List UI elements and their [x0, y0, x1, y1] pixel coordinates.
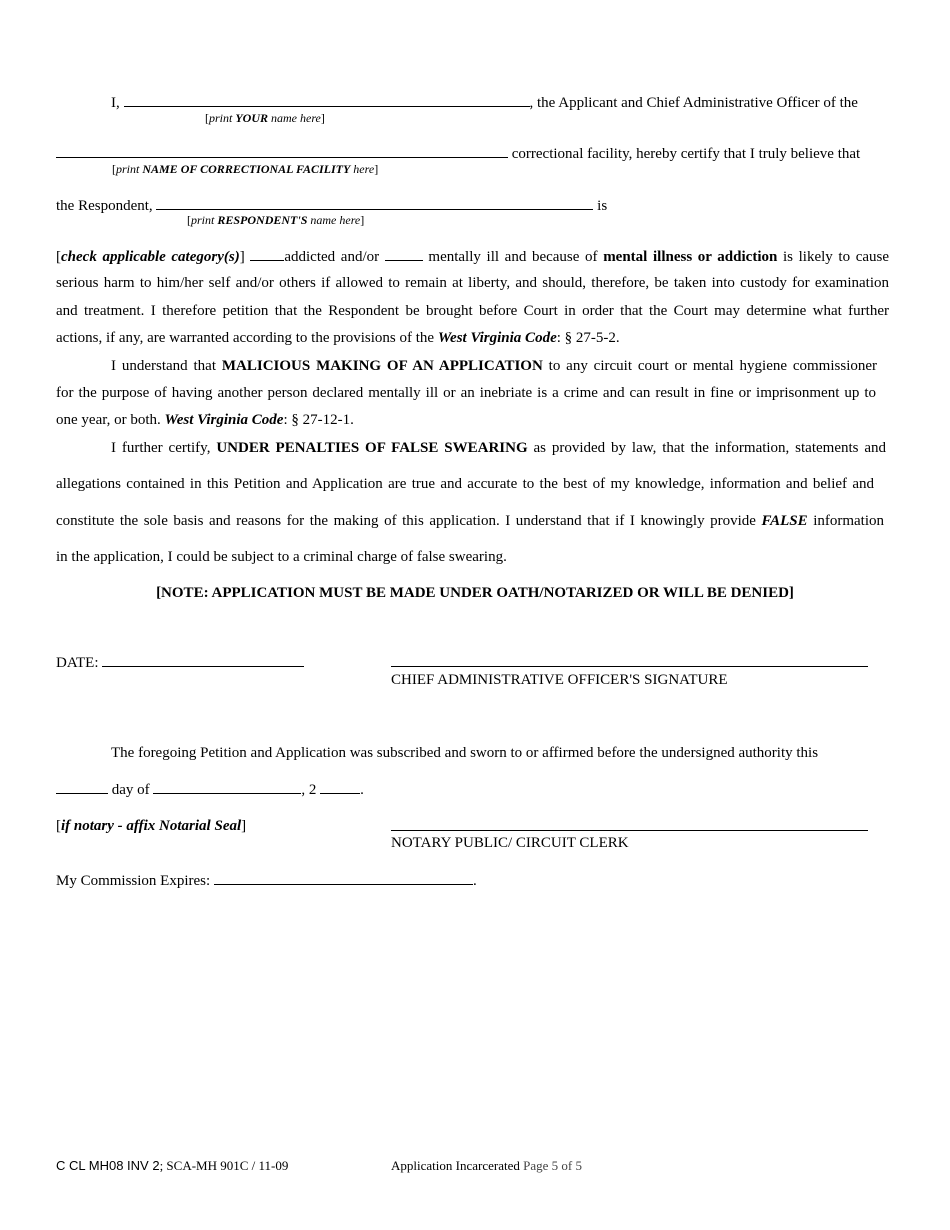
- officer-signature-line[interactable]: [391, 666, 868, 667]
- sworn-statement: The foregoing Petition and Application was subscribed and sworn to or affirmed before the undersigned authority this: [111, 745, 819, 761]
- notary-signature-label: NOTARY PUBLIC/ CIRCUIT CLERK: [391, 835, 629, 851]
- sworn-date-row: day of , 2 .: [56, 780, 364, 799]
- mentally-ill-checkbox-field[interactable]: [385, 247, 423, 261]
- para3-line3: constitute the sole basis and reasons for the making of this application. I understand that if I knowingly provide FALSE information: [56, 513, 885, 529]
- officer-signature-label: CHIEF ADMINISTRATIVE OFFICER'S SIGNATURE: [391, 672, 728, 688]
- page-number: Page 5 of 5: [523, 1158, 582, 1173]
- category-line: [check applicable category(s)] addicted and/or mentally ill and because of mental illness or addiction is likely to cause: [56, 249, 890, 265]
- sworn-day-field[interactable]: [56, 780, 108, 794]
- commission-expires-field[interactable]: [214, 871, 473, 885]
- commission-label: My Commission Expires:: [56, 873, 211, 889]
- facility-name-hint: [print NAME OF CORRECTIONAL FACILITY here]: [112, 162, 379, 176]
- para3-line1: I further certify, UNDER PENALTIES OF FALSE SWEARING as provided by law, that the information, statements and: [111, 440, 887, 456]
- para2-line3: one year, or both. West Virginia Code: § 27-12-1.: [56, 412, 354, 428]
- respondent-name-hint: [print RESPONDENT'S name here]: [187, 213, 365, 227]
- page-footer: Application Incarcerated Page 5 of 5: [391, 1158, 582, 1173]
- applicant-role-text: , the Applicant and Chief Administrative Officer of the: [529, 95, 858, 111]
- respondent-is: is: [597, 198, 608, 214]
- sworn-month-field[interactable]: [153, 780, 301, 794]
- sworn-year-field[interactable]: [320, 780, 360, 794]
- para2-line2: for the purpose of having another person declared mentally ill or an inebriate is a crime and can result in fine or imprisonment up to: [56, 385, 876, 401]
- applicant-prefix: I,: [111, 95, 120, 111]
- respondent-lead: the Respondent,: [56, 198, 153, 214]
- form-code: C CL MH08 INV 2; SCA-MH 901C / 11-09: [56, 1158, 289, 1173]
- respondent-name-field[interactable]: [156, 196, 593, 210]
- para1-line2: serious harm to him/her self and/or others if allowed to remain at liberty, and should, therefore, be taken into custody for examination: [56, 275, 889, 291]
- check-category-label: check applicable category(s): [61, 249, 240, 265]
- commission-row: My Commission Expires: .: [56, 873, 477, 889]
- para1-line4: actions, if any, are warranted according to the provisions of the West Virginia Code: § 27-5-2.: [56, 330, 620, 346]
- applicant-name-hint: [print YOUR name here]: [205, 111, 325, 125]
- addicted-checkbox-field[interactable]: [250, 247, 284, 261]
- date-label: DATE:: [56, 655, 99, 671]
- para2-line1: I understand that MALICIOUS MAKING OF AN APPLICATION to any circuit court or mental hygiene commissioner: [111, 358, 878, 374]
- notarial-seal-note: [if notary - affix Notarial Seal]: [56, 818, 247, 834]
- facility-line: [56, 144, 860, 163]
- facility-text: correctional facility, hereby certify that I truly believe that: [511, 146, 861, 162]
- date-field[interactable]: [102, 653, 304, 667]
- oath-note: [NOTE: APPLICATION MUST BE MADE UNDER OATH/NOTARIZED OR WILL BE DENIED]: [156, 585, 794, 601]
- notary-signature-line[interactable]: [391, 830, 868, 831]
- applicant-line: [111, 93, 858, 112]
- para3-line2: allegations contained in this Petition and Application are true and accurate to the best of my knowledge, information and belief and: [56, 476, 874, 492]
- para1-line3: and treatment. I therefore petition that the Respondent be brought before Court in order that the Court may determine what further: [56, 303, 889, 319]
- para3-line4: in the application, I could be subject to a criminal charge of false swearing.: [56, 549, 507, 565]
- applicant-name-field[interactable]: [124, 93, 530, 107]
- facility-name-field[interactable]: [56, 144, 508, 158]
- date-row: [56, 653, 304, 672]
